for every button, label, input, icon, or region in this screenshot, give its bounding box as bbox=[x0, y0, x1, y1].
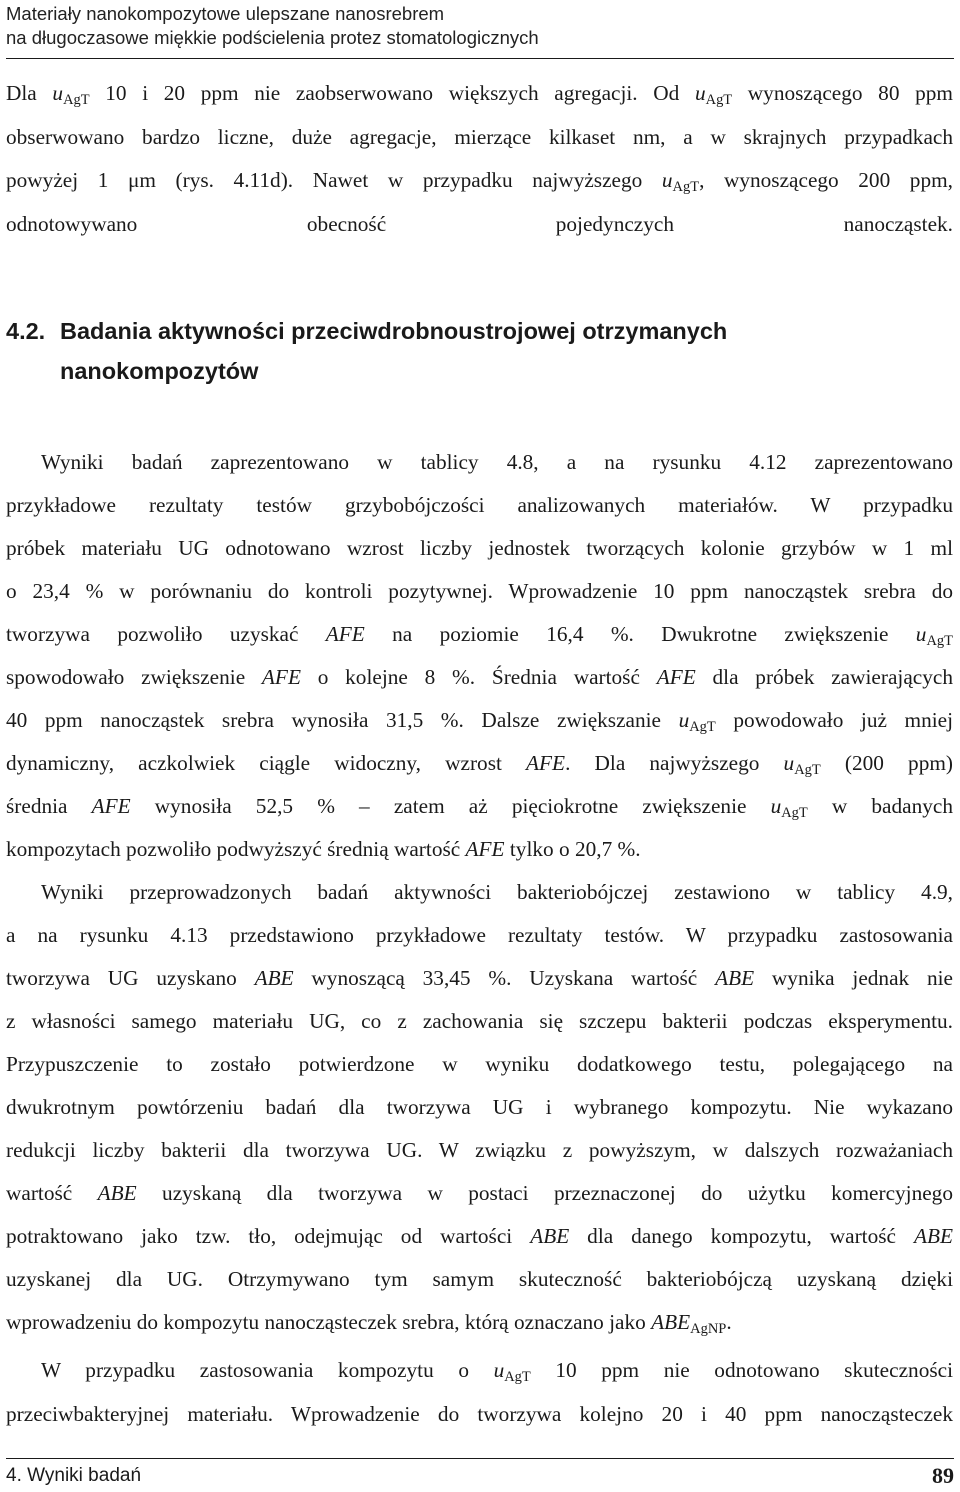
text-line: przeciwbakteryjnej materiału. Wprowadzenie do tworzywa kolejno 20 i 40 ppm nanocząsteczek bbox=[6, 1401, 953, 1426]
paragraph-grzybobojczosc bbox=[6, 441, 953, 871]
text-line: odnotowywano obecność pojedynczych nanocząstek. bbox=[6, 211, 953, 236]
paragraph-bakteriobojczosc bbox=[6, 871, 953, 1345]
section-number: 4.2. bbox=[6, 318, 46, 344]
text-line: powyżej 1 μm (rys. 4.11d). Nawet w przypadku najwyższego $u_{AgT}$, wynoszącego 200 ppm, bbox=[6, 168, 953, 196]
text-line: Wyniki badań zaprezentowano w tablicy 4.8, a na rysunku 4.12 zaprezentowano bbox=[41, 450, 953, 474]
text-line: o 23,4 % w porównaniu do kontroli pozytywnej. Wprowadzenie 10 ppm nanocząstek srebra do bbox=[6, 579, 953, 604]
footer-section-title: 4. Wyniki badań bbox=[6, 1465, 142, 1486]
page-number: 89 bbox=[932, 1463, 954, 1488]
text-line: potraktowano jako tzw. tło, odejmując od wartości ABE dla danego kompozytu, wartość ABE bbox=[6, 1224, 953, 1249]
text-line: dynamiczny, aczkolwiek ciągle widoczny, wzrost AFE. Dla najwyższego $u_{AgT}$ (200 ppm) bbox=[6, 751, 953, 779]
running-head-line-2: na długoczasowe miękkie podścielenia protez stomatologicznych bbox=[6, 27, 539, 48]
text-line: uzyskanej dla UG. Otrzymywano tym samym skuteczność bakteriobójczą uzyskaną dzięki bbox=[6, 1267, 953, 1292]
text-line: redukcji liczby bakterii dla tworzywa UG. W związku z powyższym, w dalszych rozważaniach bbox=[6, 1138, 953, 1163]
paragraph-agregacje bbox=[6, 72, 953, 246]
footer-divider bbox=[6, 1458, 954, 1459]
text-line: obserwowano bardzo liczne, duże agregacje, mierzące kilkaset nm, a w skrajnych przypadkach bbox=[6, 124, 953, 149]
section-heading bbox=[6, 311, 906, 391]
text-line: W przypadku zastosowania kompozytu o $u_{AgT}$ 10 ppm nie odnotowano skuteczności bbox=[41, 1358, 953, 1386]
text-line: kompozytach pozwoliło podwyższyć średnią wartość AFE tylko o 20,7 %. bbox=[6, 837, 641, 862]
page-footer bbox=[6, 1461, 954, 1491]
text-line: próbek materiału UG odnotowano wzrost liczby jednostek tworzących kolonie grzybów w 1 ml bbox=[6, 536, 953, 561]
running-head-line-1: Materiały nanokompozytowe ulepszane nanosrebrem bbox=[6, 3, 445, 24]
text-line: wartość ABE uzyskaną dla tworzywa w postaci przeznaczonej do użytku komercyjnego bbox=[6, 1181, 953, 1206]
text-line: tworzywa pozwoliło uzyskać AFE na poziomie 16,4 %. Dwukrotne zwiększenie $u_{AgT}$ bbox=[6, 622, 953, 650]
text-line: 40 ppm nanocząstek srebra wynosiła 31,5 %. Dalsze zwiększanie $u_{AgT}$ powodowało już mniej bbox=[6, 708, 953, 736]
paragraph-10ppm bbox=[6, 1349, 953, 1436]
text-line: przykładowe rezultaty testów grzybobójczości analizowanych materiałów. W przypadku bbox=[6, 493, 953, 518]
text-line: Dla $u_{AgT}$ 10 i 20 ppm nie zaobserwowano większych agregacji. Od $u_{AgT}$ wynoszącego 80 ppm bbox=[6, 81, 953, 109]
text-line: wprowadzeniu do kompozytu nanocząsteczek srebra, którą oznaczano jako $ABE_{AgNP}$. bbox=[6, 1310, 732, 1338]
running-head bbox=[6, 2, 954, 50]
text-line: średnia AFE wynosiła 52,5 % – zatem aż pięciokrotne zwiększenie $u_{AgT}$ w badanych bbox=[6, 794, 953, 822]
text-line: a na rysunku 4.13 przedstawiono przykładowe rezultaty testów. W przypadku zastosowania bbox=[6, 923, 953, 948]
text-line: dwukrotnym powtórzeniu badań dla tworzywa UG i wybranego kompozytu. Nie wykazano bbox=[6, 1095, 953, 1120]
text-line: Przypuszczenie to zostało potwierdzone w wyniku dodatkowego testu, polegającego na bbox=[6, 1052, 953, 1077]
text-line: Wyniki przeprowadzonych badań aktywności bakteriobójczej zestawiono w tablicy 4.9, bbox=[41, 880, 953, 904]
section-title-line-2: nanokompozytów bbox=[60, 358, 259, 384]
text-line: spowodowało zwiększenie AFE o kolejne 8 %. Średnia wartość AFE dla próbek zawierających bbox=[6, 665, 953, 690]
text-line: z własności samego materiału UG, co z zachowania się szczepu bakterii podczas eksperymentu. bbox=[6, 1009, 953, 1034]
section-title-line-1: Badania aktywności przeciwdrobnoustrojowej otrzymanych bbox=[60, 318, 728, 344]
header-divider bbox=[6, 58, 954, 59]
text-line: tworzywa UG uzyskano ABE wynoszącą 33,45 %. Uzyskana wartość ABE wynika jednak nie bbox=[6, 966, 954, 991]
